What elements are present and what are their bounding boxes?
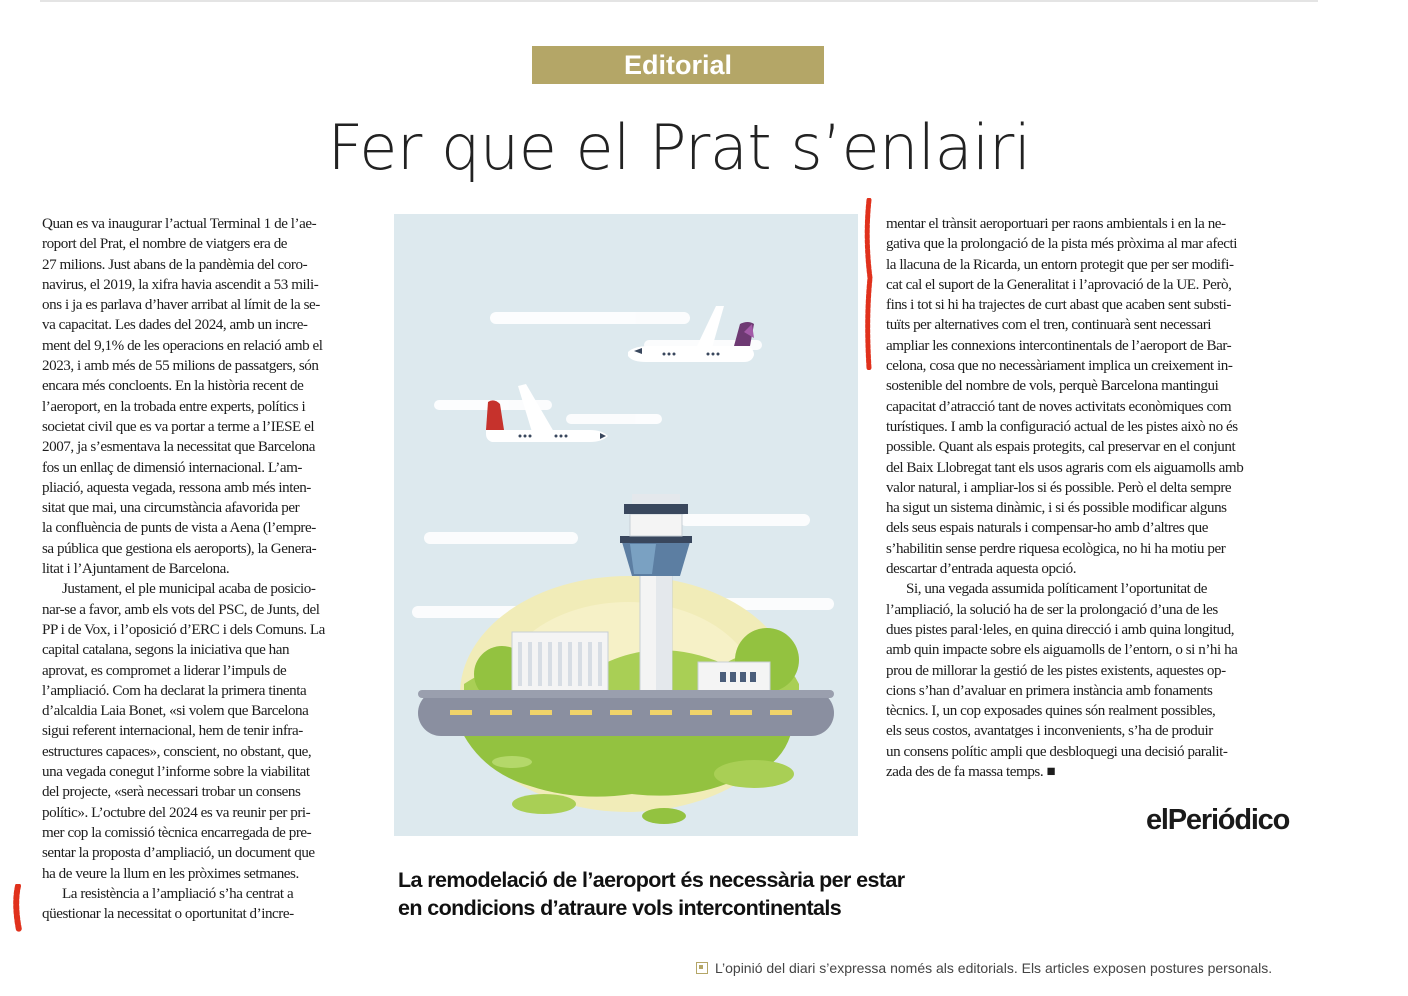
text-line: ha de veure la llum en les pròximes setmanes. <box>42 865 299 882</box>
text-line: zada des de fa massa temps. ■ <box>886 764 1056 781</box>
text-line: fins i tot si hi ha trajectes de curt abast que acaben sent substi- <box>886 297 1231 314</box>
text-line: PP i de Vox, i l’oposició d’ERC i dels Comuns. La <box>42 621 325 638</box>
text-line: La resistència a l’ampliació s’ha centrat a <box>62 885 294 902</box>
text-line: dels seus espais naturals i compensar-ho amb d’altres que <box>886 520 1208 537</box>
text-line: nar-se a favor, amb els vots del PSC, de Junts, del <box>42 601 320 618</box>
text-line: celona, cosa que no necessàriament implica un creixement in- <box>886 358 1233 375</box>
text-line: mentar el trànsit aeroportuari per raons ambientals i en la ne- <box>886 216 1226 232</box>
text-line: un consens polític ampli que desbloquegi una decisió paralit- <box>886 743 1228 760</box>
text-line: la llacuna de la Ricarda, un entorn protegit que per ser modifi- <box>886 256 1234 273</box>
footer-note-text: L’opinió del diari s’expressa només als editorials. Els articles exposen postures personals. <box>715 960 1273 976</box>
runway-icon <box>418 690 834 736</box>
footer-note <box>696 960 1272 976</box>
text-line: possible. Quant als espais protegits, cal preservar en el conjunt <box>886 439 1236 456</box>
text-line: sa pública que gestiona els aeroports), la Genera- <box>42 540 317 557</box>
text-line: societat civil que es va portar a terme a l’IESE el <box>42 418 315 435</box>
top-rule <box>40 0 1318 2</box>
text-line: turístiques. I amb la configuració actual de les pistes això no és <box>886 418 1238 435</box>
text-line: qüestionar la necessitat o oportunitat d’incre- <box>42 906 294 923</box>
newspaper-logo: elPeriódico <box>1146 804 1290 836</box>
page-title: Fer que el Prat s’enlairi <box>327 111 1031 184</box>
text-line: litat i l’Ajuntament de Barcelona. <box>42 561 230 578</box>
text-line: del Baix Llobregat tant els usos agraris com els aiguamolls amb <box>886 459 1244 476</box>
text-line: encara més concloents. En la història recent de <box>42 378 304 395</box>
text-line: Quan es va inaugurar l’actual Terminal 1 de l’ae- <box>42 216 317 232</box>
text-line: roport del Prat, el nombre de viatgers era de <box>42 236 288 253</box>
text-line: tècnics. I, un cop exposades quines són realment possibles, <box>886 703 1216 720</box>
text-line: sigui referent internacional, hem de tenir infra- <box>42 723 303 740</box>
article-column-right <box>886 214 1318 782</box>
caption-line: La remodelació de l’aeroport és necessària per estar <box>398 868 905 892</box>
text-line: cat cal el suport de la Generalitat i l’aprovació de la UE. Però, <box>886 276 1232 293</box>
text-line: una vegada conegut l’informe sobre la viabilitat <box>42 764 310 781</box>
text-line: ons i ja es parlava d’haver arribat al límit de la se- <box>42 297 320 314</box>
text-line: navirus, el 2019, la xifra havia ascendit a 53 mili- <box>42 276 319 293</box>
caption-line: en condicions d’atraure vols intercontinentals <box>398 896 842 920</box>
highlight-mark <box>8 884 28 932</box>
text-line: 27 milions. Just abans de la pandèmia del coro- <box>42 256 308 273</box>
text-line: l’ampliació, la solució ha de ser la prolongació d’una de les <box>886 601 1218 618</box>
text-line: cions s’han d’avaluar en primera instància amb fonaments <box>886 682 1213 699</box>
text-line: amb quin impacte sobre els aiguamolls de l’entorn, o si n’hi ha <box>886 642 1238 659</box>
text-line: sentar la proposta d’ampliació, un document que <box>42 845 315 862</box>
text-line: sostenible del nombre de vols, perquè Barcelona mantingui <box>886 378 1219 395</box>
text-line: l’ampliació. Com ha declarat la primera tinenta <box>42 682 307 699</box>
text-line: capacitat d’atracció tant de noves activitats econòmiques com <box>886 398 1232 415</box>
text-line: valor natural, i ampliar-los si és possible. Però el delta sempre <box>886 479 1232 496</box>
article-column-left <box>42 214 376 924</box>
text-line: del projecte, «serà necessari trobar un consens <box>42 784 301 801</box>
text-line: s’habilitin sense perdre riquesa ecològica, no hi ha motiu per <box>886 540 1226 557</box>
text-line: polític». L’octubre del 2024 es va reunir per pri- <box>42 804 311 821</box>
text-line: aprovat, es compromet a liderar l’impuls de <box>42 662 287 679</box>
text-line: la confluència de punts de vista a Aena (l’empre- <box>42 520 316 537</box>
text-line: dues pistes paral·leles, en quina direcció i amb quina longitud, <box>886 621 1235 638</box>
text-line: estructures capaces», conscient, no obstant, que, <box>42 743 312 760</box>
text-line: l’aeroport, en la trobada entre experts, polítics i <box>42 398 306 415</box>
text-line: Justament, el ple municipal acaba de posicio- <box>62 581 316 598</box>
square-icon <box>696 962 708 974</box>
text-line: va capacitat. Les dades del 2024, amb un incre- <box>42 317 308 334</box>
highlight-mark <box>862 198 876 370</box>
text-line: ha sigut un sistema dinàmic, i si és possible modificar alguns <box>886 500 1227 517</box>
image-caption <box>398 866 905 922</box>
text-line: fos un enllaç de dimensió internacional. L’am- <box>42 459 302 476</box>
text-line: ampliar les connexions intercontinentals de l’aeroport de Bar- <box>886 337 1232 354</box>
text-line: gativa que la prolongació de la pista més pròxima al mar afecti <box>886 236 1237 253</box>
text-line: 2007, ja s’esmentava la necessitat que Barcelona <box>42 439 316 456</box>
text-line: ment del 9,1% de les operacions en relació amb el <box>42 337 323 354</box>
text-line: descartar d’entrada aquesta opció. <box>886 561 1077 578</box>
text-line: capital catalana, segons la iniciativa que han <box>42 642 290 659</box>
text-line: d’alcaldia Laia Bonet, «si volem que Barcelona <box>42 703 309 720</box>
text-line: tuïts per alternatives com el tren, continuarà sent necessari <box>886 317 1212 334</box>
text-line: els seus costos, avantatges i inconvenients, s’ha de produir <box>886 723 1213 740</box>
text-line: prou de millorar la gestió de les pistes existents, aquestes op- <box>886 662 1226 679</box>
text-line: sitat que mai, una circumstància afavorida per <box>42 500 300 517</box>
text-line: pliació, aquesta vegada, ressona amb més inten- <box>42 479 311 496</box>
section-tag: Editorial <box>532 46 824 84</box>
text-line: Si, una vegada assumida políticament l’oportunitat de <box>906 581 1208 598</box>
airport-illustration <box>394 214 858 836</box>
text-line: mer cop la comissió tècnica encarregada de pre- <box>42 824 312 841</box>
text-line: 2023, i amb més de 55 milions de passatgers, són <box>42 358 319 375</box>
